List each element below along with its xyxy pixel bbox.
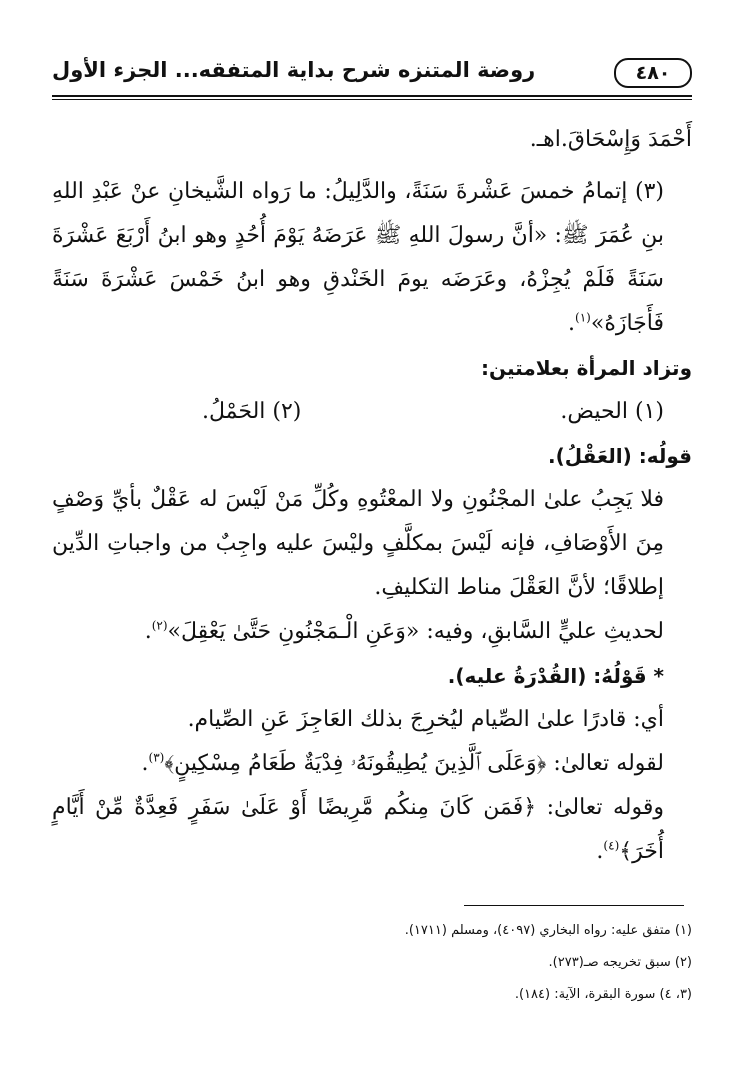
page-header bbox=[52, 52, 692, 92]
footnote: (٢) سبق تخريجه صـ(٢٧٣). bbox=[548, 955, 692, 970]
header-rule-thin bbox=[52, 99, 692, 100]
paragraph-verse-1: لقوله تعالىٰ: ﴿وَعَلَى ٱلَّذِينَ يُطِيقُونَهُۥ فِدْيَةٌ طَعَامُ مِسْكِينٍ﴾$^{(٣)}$. bbox=[141, 750, 664, 776]
spacer bbox=[52, 162, 692, 170]
list-item: (١) الحيض. bbox=[560, 399, 664, 424]
signs-list bbox=[52, 390, 692, 434]
footnote-ref-4: (٤) bbox=[603, 838, 620, 853]
paragraph-verse-2: وقوله تعالىٰ: ﴿فَمَن كَانَ مِنكُم مَّرِيضًا أَوْ عَلَىٰ سَفَرٍ فَعِدَّةٌ مِّنْ أَيَّامٍ أُخَرَ﴾$^{(٤)}$. bbox=[52, 795, 664, 864]
section-heading: وتزاد المرأة بعلامتين: bbox=[481, 356, 692, 380]
header-rule bbox=[52, 95, 692, 97]
paragraph-text: (٣) إتمامُ خمسَ عَشْرةَ سَنَةً، والدَّلِيلُ: ما رَواه الشَّيخانِ عنْ عَبْدِ اللهِ بنِ عُمَرَ ﷺ: «أنَّ رسولَ اللهِ ﷺ عَرَضَهُ يَوْمَ أُحُدٍ وهو ابنُ أَرْبَعَ عَشْرَةَ سَنَةً فَلَمْ يُجِزْهُ، وعَرَضَه يومَ الخَنْدقِ وهو ابنُ خَمْسَ عَشْرَةَ سَنَةً فَأَجَازَهُ» bbox=[52, 179, 664, 336]
paragraph-hadith: لحديثِ عليٍّ السَّابقِ، وفيه: «وَعَنِ الْـمَجْنُونِ حَتَّىٰ يَعْقِلَ»$^{(٢)}$. bbox=[144, 618, 664, 644]
paragraph-evidence: (٣) إتمامُ خمسَ عَشْرةَ سَنَةً، والدَّلِيلُ: ما رَواه الشَّيخانِ عنْ عَبْدِ اللهِ بنِ عُمَرَ ﷺ: «أنَّ رسولَ اللهِ ﷺ عَرَضَهُ يَوْمَ أُحُدٍ وهو ابنُ أَرْبَعَ عَشْرَةَ سَنَةً فَلَمْ يُجِزْهُ، وعَرَضَه يومَ الخَنْدقِ وهو ابنُ خَمْسَ عَشْرَةَ سَنَةً فَأَجَازَهُ»$^{(١)}$. bbox=[52, 179, 664, 336]
footnotes bbox=[52, 915, 692, 1011]
section-heading: قولُه: (العَقْلُ). bbox=[547, 444, 692, 468]
paragraph-meaning: أي: قادرًا علىٰ الصِّيام ليُخرِجَ بذلك العَاجِزَ عَنِ الصِّيام. bbox=[187, 707, 664, 732]
line-continuation: أَحْمَدَ وَإِسْحَاقَ.اهـ. bbox=[529, 127, 692, 152]
paragraph-reason: فلا يَجِبُ علىٰ المجْنُونِ ولا المعْتُوهِ وكُلِّ مَنْ لَيْسَ له عَقْلٌ بأيِّ وَصْفٍ مِنَ الأَوْصَافِ، فإنه لَيْسَ بمكلَّفٍ وليْسَ عليه واجِبٌ من واجباتِ الدِّين إطلاقًا؛ لأنَّ العَقْلَ مناط التكليفِ. bbox=[52, 487, 664, 600]
body-text bbox=[52, 118, 692, 874]
footnote-ref-2: (٢) bbox=[151, 618, 168, 633]
footnote: (١) متفق عليه: رواه البخاري (٤٠٩٧)، ومسلم (١٧١١). bbox=[404, 923, 692, 938]
paragraph-text: لحديثِ عليٍّ السَّابقِ، وفيه: «وَعَنِ الْـمَجْنُونِ حَتَّىٰ يَعْقِلَ» bbox=[167, 619, 664, 644]
paragraph-text: لقوله تعالىٰ: ﴿وَعَلَى ٱلَّذِينَ يُطِيقُونَهُۥ فِدْيَةٌ طَعَامُ مِسْكِينٍ﴾ bbox=[164, 751, 664, 776]
footnote: (٣، ٤) سورة البقرة، الآية: (١٨٤). bbox=[514, 987, 692, 1002]
page-number-badge: ٤٨٠ bbox=[614, 58, 692, 88]
footnote-ref-1: (١) bbox=[575, 310, 591, 325]
footnote-ref-3: (٣) bbox=[148, 750, 165, 765]
footnote-rule bbox=[464, 905, 684, 906]
running-title: روضة المتنزه شرح بداية المتفقه... الجزء الأول bbox=[52, 58, 536, 82]
list-item: (٢) الحَمْلُ. bbox=[202, 399, 302, 424]
section-heading: * قَوْلُهُ: (القُدْرَةُ عليه). bbox=[447, 664, 664, 688]
paragraph-text: وقوله تعالىٰ: ﴿فَمَن كَانَ مِنكُم مَّرِيضًا أَوْ عَلَىٰ سَفَرٍ فَعِدَّةٌ مِّنْ أَيَّامٍ أُخَرَ﴾ bbox=[52, 795, 664, 864]
